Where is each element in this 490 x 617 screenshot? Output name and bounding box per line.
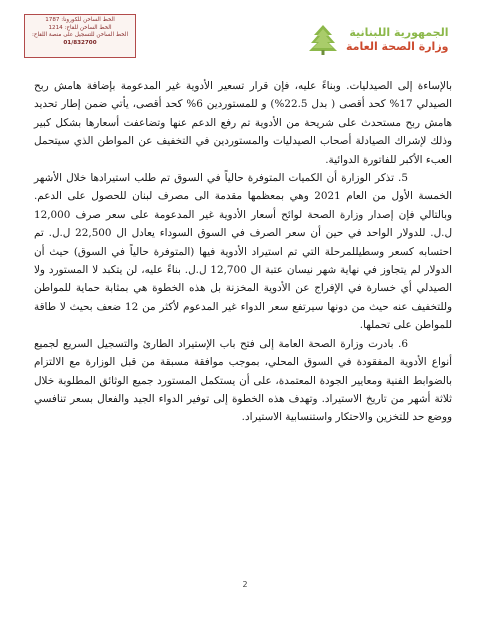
hotline-registration-number: 01/832700 [63,39,97,46]
document-body [34,77,452,427]
hotline-corona: الخط الساخن للكورونا: 1787 [45,17,115,23]
cedar-tree-icon [306,23,340,57]
ministry-logo [306,20,456,60]
paragraph-6: 6. بادرت وزارة الصحة العامة إلى فتح باب الإستيراد الطارئ والتسجيل السريع لجميع أنواع الأدوية المفقودة في السوق المحلي، بموجب موافقة مسبقة من قبل الوزارة مع الالتزام بالضوابط الفنية ومعايير الجودة المعتمدة، على أن يستكمل المستورد جميع الوثائق المطلوبة خلال ثلاثة أشهر من تاريخ الاستيراد. وتهدف هذه الخطوة إلى توفير الدواء الجيد والفعال بسعر تنافسي ووضع حد للتخزين والاحتكار واستنسابية الاستيراد. [34,337,452,424]
logo-ministry-name: وزارة الصحة العامة [346,40,449,53]
hotline-vaccine: الخط الساخن للقاح: 1214 [48,24,112,31]
logo-country-name: الجمهورية اللبنانية [349,26,449,39]
page-number: 2 [242,580,248,589]
hotline-info-box [24,14,136,58]
paragraph-4-continuation: بالإساءة إلى الصيدليات. وبناءً عليه، فإن قرار تسعير الأدوية غير المدعومة بإضافة هامش ربح الصيدلي 17% كحد أقصى ( بدل 22.5%) و للمستوردين 6% كحد أقصى، يأتي ضمن إطار تحديد هامش ربح مستحدث على شريحة من الأدوية تم رفع الدعم عنها وتضاعفت أسعارها بشكل كبير وذلك لإشراك الصيادلة أصحاب الصيدليات والمستوردين في التخفيف عن المواطن الذي سيتحمل العبء الأكبر للفاتورة الدوائية. [34,80,452,166]
hotline-registration: الخط الساخن للتسجيل على منصة اللقاح: [31,32,129,39]
paragraph-5: 5. تذكر الوزارة أن الكميات المتوفرة حالياً في السوق تم طلب استيرادها خلال الأشهر الخمسة الأول من العام 2021 وهي بمعظمها مقدمة الى مصرف لبنان للحصول على الدعم. وبالتالي فإن إصدار وزارة الصحة لوائح أسعار الأدوية غير المدعومة على سعر صرف 12,000 ل.ل. للدولار الواحد في حين أن سعر الصرف في السوق السوداء يعادل ال 22,500 ل.ل. تم احتسابه كسعر وسطيللمرحلة التي تم استيراد الأدوية فيها (المتوفرة حالياً في السوق) حيث أن الدولار لم يتجاوز في نهاية شهر نيسان عتبة ال 12,700 ل.ل. بناءً عليه، لن يتكبد لا المستورد ولا الصيدلي أي خسارة في الإفراج عن الأدوية المخزنة بل هذه الخطوة هي بمثابة حماية للمواطن وللتخفيف عنه حيث من دونها سيرتفع سعر الدواء غير المدعوم لأكثر من 12 ضعف بحيث لا طاقة للمواطن على تحملها. [34,172,453,332]
